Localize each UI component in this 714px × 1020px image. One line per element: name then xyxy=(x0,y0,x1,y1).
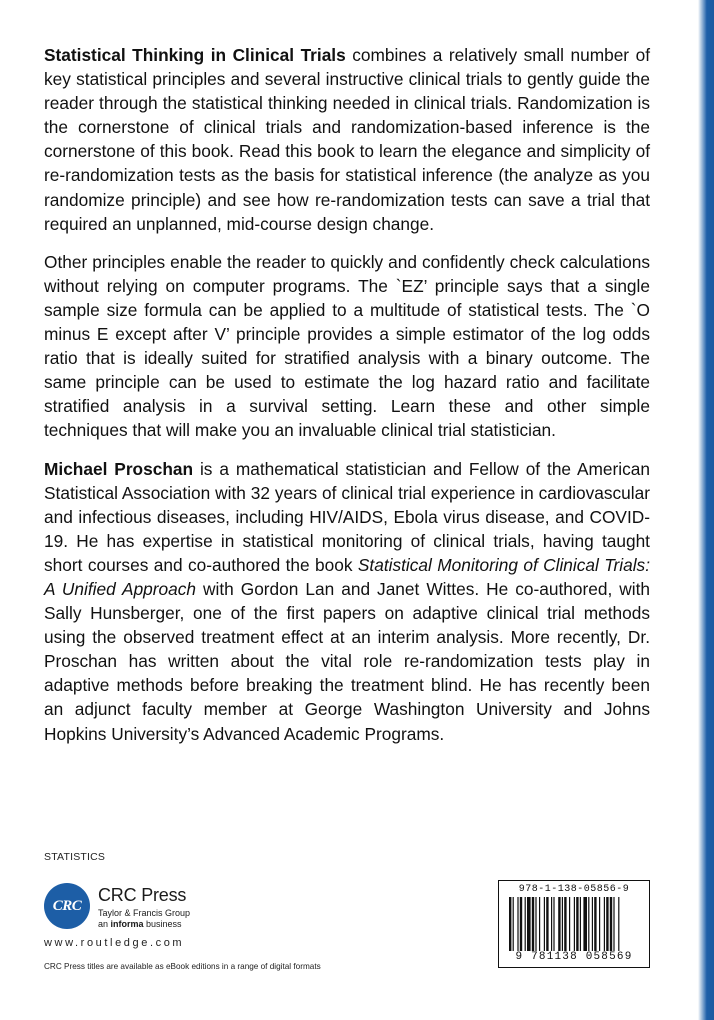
author-bio-paragraph xyxy=(44,457,650,746)
author-bio-text-2: with Gordon Lan and Janet Wittes. He co-authored, with Sally Hunsberger, one of the first papers on adaptive clinical trial methods using the observed treatment effect at an interim analysis. More recently, Dr. Proschan has written about the vital role re-randomization tests play in adaptive methods before breaking the treatment blind. He has recently been an adjunct faculty member at George Washington University and Johns Hopkins University’s Advanced Academic Programs. xyxy=(44,578,650,744)
publisher-business: an informa business xyxy=(98,919,182,929)
cited-book-title: Statistical Monitoring of Clinical Trials: A Unified Approach xyxy=(44,554,650,599)
author-name: Michael Proschan xyxy=(44,458,194,479)
crc-logo-mark: CRC xyxy=(52,897,82,914)
description-text-1: combines a relatively small number of key statistical principles and several instructive clinical trials to gently guide the reader through the statistical thinking needed in clinical trials. Randomization is the cornerstone of clinical trials and randomization-based inference is the cornerstone of this book. Read this book to learn the elegance and simplicity of re-randomization tests as the basis for statistical inference (the analyze as you randomize principle) and see how re-randomization tests can save a trial that required an unplanned, mid-course design change. xyxy=(44,45,651,234)
author-bio-text-1: is a mathematical statistician and Fellow of the American Statistical Association with 32 years of clinical trial experience in cardiovascular and infectious diseases, including HIV/AIDS, Ebola virus disease, and COVID-19. He has expertise in statistical monitoring of clinical trials, having taught short courses and co-authored the book xyxy=(44,458,650,575)
isbn-barcode xyxy=(498,880,650,968)
book-title: Statistical Thinking in Clinical Trials xyxy=(44,45,346,65)
crc-logo-icon xyxy=(44,883,90,929)
isbn-number: 978-1-138-05856-9 xyxy=(518,884,630,895)
category-label: STATISTICS xyxy=(44,851,106,863)
barcode-icon xyxy=(509,897,641,951)
spine-edge-strip xyxy=(698,0,714,1020)
publisher-group: Taylor & Francis Group xyxy=(98,908,191,918)
ebook-availability-note: CRC Press titles are available as eBook editions in a range of digital formats xyxy=(44,962,321,971)
description-paragraph-1 xyxy=(44,43,650,236)
ean-digits: 9 781138 058569 xyxy=(515,951,633,963)
description-paragraph-2: Other principles enable the reader to quickly and confidently check calculations without relying on computer programs. The `EZ’ principle says that a single sample size formula can be applied to a multitude of statistical tests. The `O minus E except after V’ principle provides a simple estimator of the log odds ratio that is ideally suited for stratified analysis with a binary outcome. The same principle can be used to estimate the log hazard ratio and facilitate stratified analysis in a survival setting. Learn these and other simple techniques that will make you an invaluable clinical trial statistician. xyxy=(44,251,650,441)
publisher-name: CRC Press xyxy=(98,885,187,905)
publisher-website: www.routledge.com xyxy=(44,937,185,949)
back-cover-text xyxy=(44,43,650,760)
